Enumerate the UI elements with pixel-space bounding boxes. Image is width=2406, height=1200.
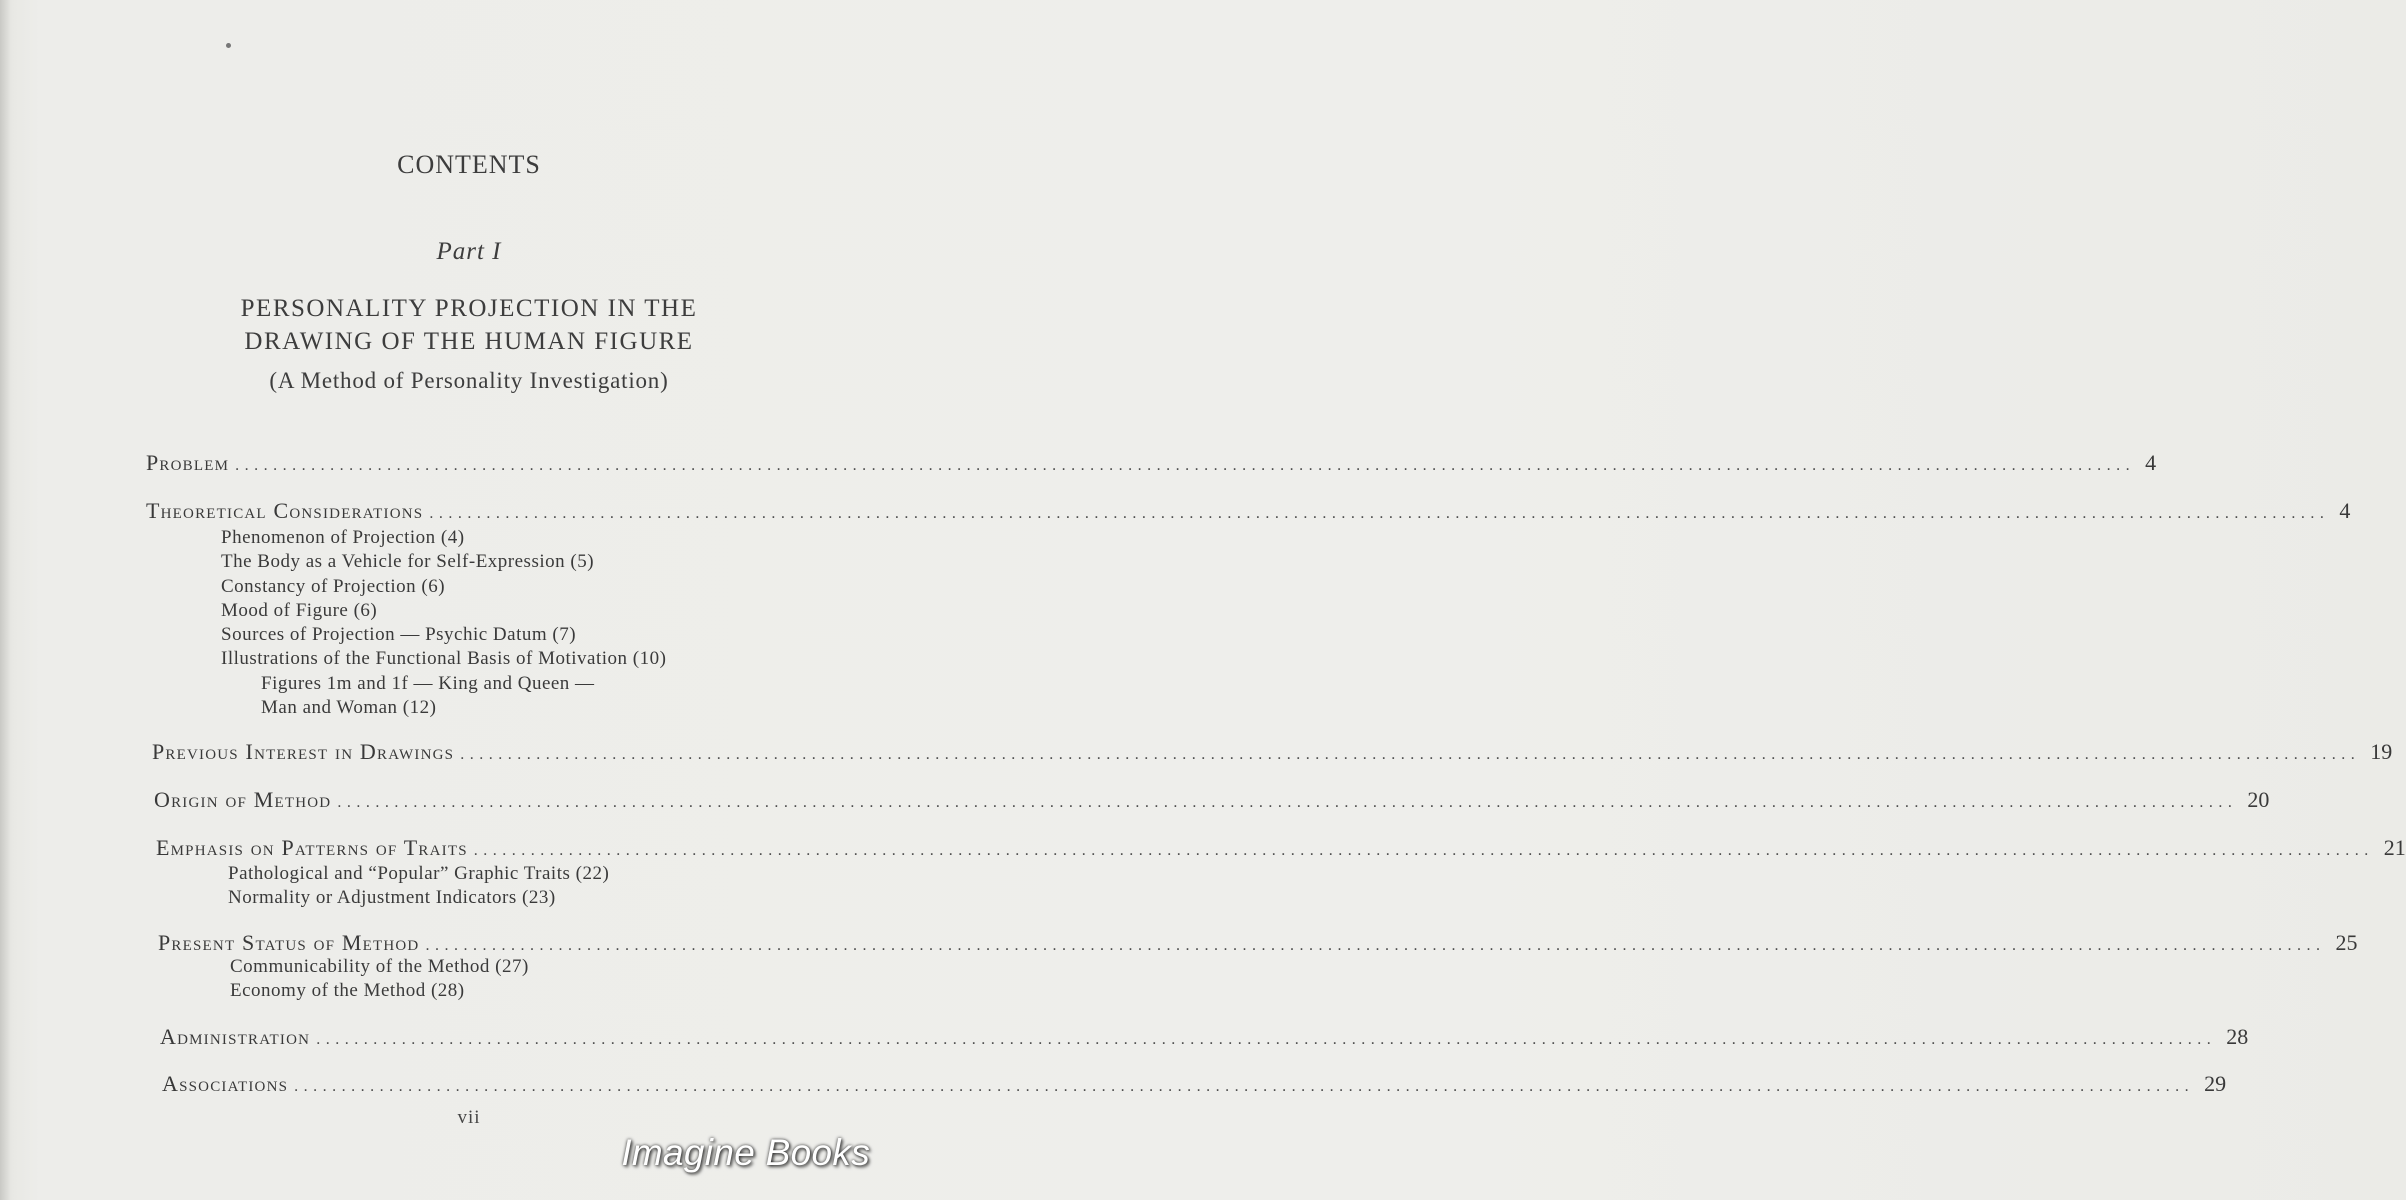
toc-subentries-theoretical bbox=[221, 526, 666, 720]
toc-entry-title: Emphasis on Patterns of Traits bbox=[156, 835, 468, 860]
section-subtitle: (A Method of Personality Investigation) bbox=[269, 368, 669, 393]
toc-entry-associations bbox=[162, 1071, 2227, 1099]
toc-subentry: Phenomenon of Projection (4) bbox=[221, 527, 465, 548]
toc-subentries-present-status bbox=[230, 955, 529, 1004]
toc-subentry: Mood of Figure (6) bbox=[221, 599, 378, 621]
toc-entry-origin-of-method bbox=[154, 787, 2270, 815]
toc-entry-previous-interest bbox=[152, 739, 2393, 767]
toc-subentry: Figures 1m and 1f — King and Queen — bbox=[261, 672, 595, 694]
toc-entry-emphasis-on-patterns bbox=[156, 835, 2406, 863]
toc-subentry: Economy of the Method (28) bbox=[230, 980, 465, 1002]
toc-entry-theoretical-considerations bbox=[146, 498, 2351, 526]
toc-entry-title: Theoretical Considerations bbox=[146, 498, 424, 523]
page-number: vii bbox=[457, 1107, 481, 1128]
toc-dot-leader: ........................................................................................................................................................................................................ bbox=[473, 842, 2374, 859]
toc-page-number: 29 bbox=[2204, 1071, 2227, 1096]
toc-page-number: 28 bbox=[2226, 1024, 2249, 1049]
toc-dot-leader: ........................................................................................................................................................................................................ bbox=[337, 794, 2238, 811]
toc-page-number: 4 bbox=[2145, 450, 2157, 475]
toc-subentry: Constancy of Projection (6) bbox=[221, 575, 446, 597]
toc-dot-leader: ........................................................................................................................................................................................................ bbox=[429, 505, 2330, 522]
toc-page-number: 20 bbox=[2247, 787, 2270, 812]
toc-subentries-emphasis bbox=[228, 862, 609, 911]
toc-page-number: 21 bbox=[2383, 835, 2406, 860]
toc-subentry: Man and Woman (12) bbox=[261, 697, 437, 719]
section-title-line-1: PERSONALITY PROJECTION IN THE bbox=[240, 295, 698, 322]
page-edge bbox=[0, 0, 10, 1200]
toc-page-number: 4 bbox=[2339, 498, 2351, 523]
toc-dot-leader: ........................................................................................................................................................................................................ bbox=[294, 1078, 2195, 1095]
paper-speck bbox=[226, 43, 231, 48]
toc-subentry: Normality or Adjustment Indicators (23) bbox=[228, 887, 556, 909]
toc-subentry: Illustrations of the Functional Basis of Motivation (10) bbox=[221, 648, 667, 670]
toc-page-number: 25 bbox=[2335, 930, 2358, 955]
toc-entry-title: Previous Interest in Drawings bbox=[152, 739, 455, 764]
toc-entry-problem bbox=[146, 450, 2157, 478]
part-label: Part I bbox=[436, 238, 502, 265]
section-title-line-2: DRAWING OF THE HUMAN FIGURE bbox=[244, 328, 694, 355]
section-title bbox=[0, 292, 938, 358]
toc-subentry: Pathological and “Popular” Graphic Traits (22) bbox=[228, 863, 610, 884]
toc-entry-title: Administration bbox=[160, 1024, 311, 1049]
toc-subentry: Communicability of the Method (27) bbox=[230, 956, 529, 977]
toc-entry-title: Problem bbox=[146, 450, 230, 475]
toc-subentry: Sources of Projection — Psychic Datum (7) bbox=[221, 624, 577, 646]
toc-entry-title: Origin of Method bbox=[154, 787, 332, 812]
watermark-logo: Imagine Books bbox=[621, 1132, 870, 1173]
toc-dot-leader: ........................................................................................................................................................................................................ bbox=[316, 1031, 2217, 1048]
toc-entry-title: Present Status of Method bbox=[158, 930, 420, 955]
toc-dot-leader: ........................................................................................................................................................................................................ bbox=[425, 937, 2326, 954]
contents-title: CONTENTS bbox=[397, 150, 541, 179]
toc-subentry: The Body as a Vehicle for Self-Expression (5) bbox=[221, 551, 595, 573]
toc-dot-leader: ........................................................................................................................................................................................................ bbox=[235, 457, 2136, 474]
toc-entry-title: Associations bbox=[162, 1071, 289, 1096]
toc-entry-administration bbox=[160, 1024, 2249, 1052]
toc-dot-leader: ........................................................................................................................................................................................................ bbox=[460, 746, 2361, 763]
toc-entry-present-status bbox=[158, 930, 2358, 958]
toc-page-number: 19 bbox=[2370, 739, 2393, 764]
